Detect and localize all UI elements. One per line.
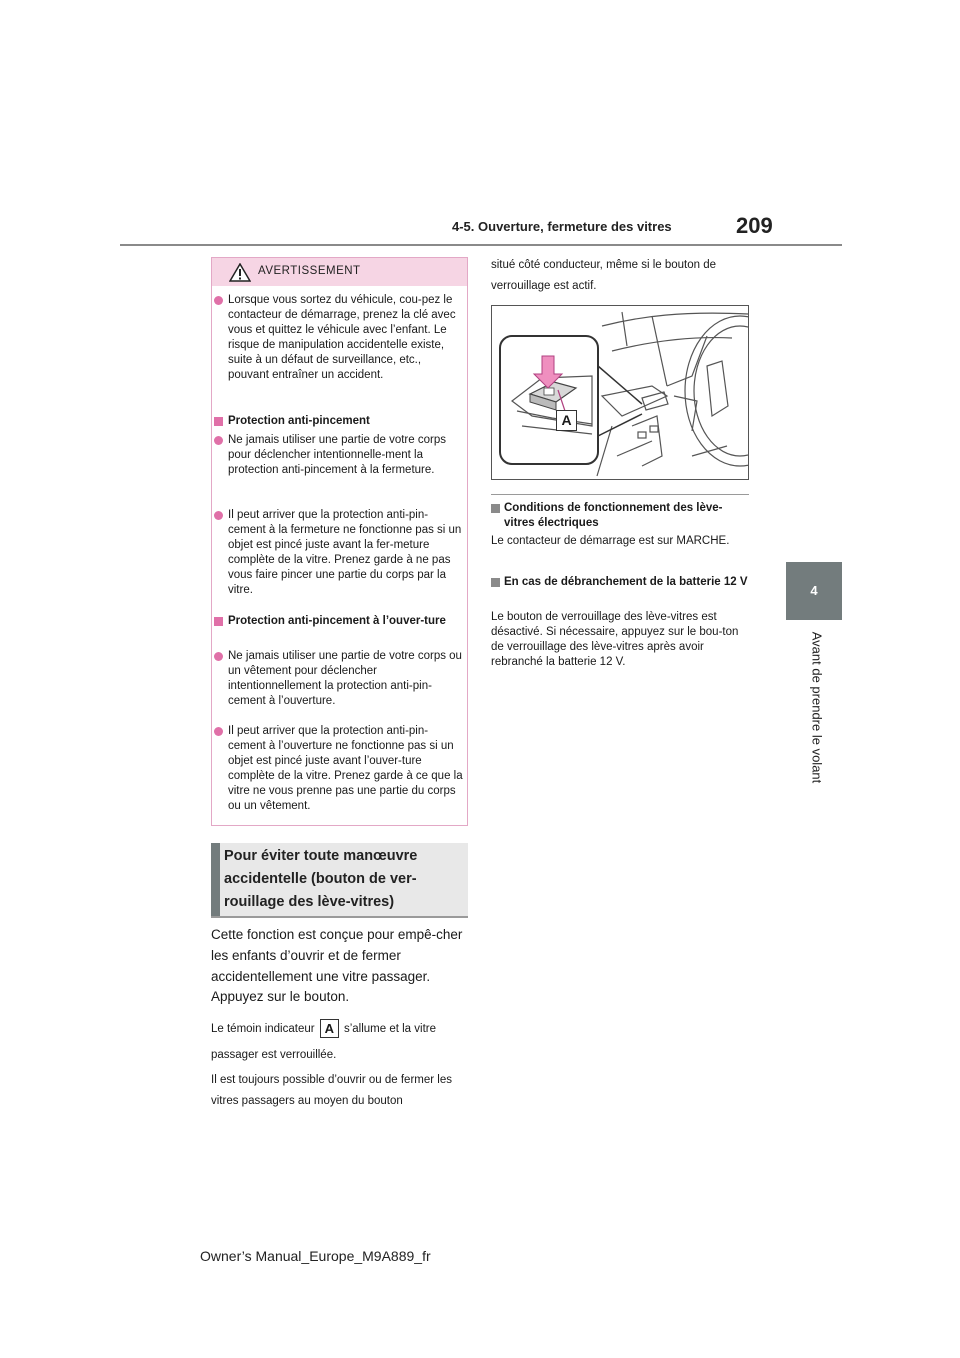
section-heading-box (211, 843, 468, 916)
warning-item-text: Lorsque vous sortez du véhicule, cou-pez le contacteur de démarrage, prenez la clé avec vous et quittez le véhicule avec l’enfant. Le risque de manipulation accidentelle existe, suite à un défaut de surveillance, etc., pouvant entraîner un accident. (228, 294, 456, 381)
warning-subheading (214, 414, 464, 429)
square-bullet-icon (214, 617, 223, 626)
warning-item (214, 649, 464, 709)
warning-triangle-icon (229, 263, 251, 282)
warning-item (214, 508, 464, 598)
warning-item (214, 293, 464, 383)
bullet-icon (214, 727, 223, 736)
section-heading-rule (211, 916, 468, 918)
door-switch-drawing (492, 306, 748, 479)
square-bullet-icon (491, 578, 500, 587)
info-heading (491, 575, 753, 590)
chapter-tab (786, 562, 842, 620)
warning-item-text: Il peut arriver que la protection anti-pin-cement à la fermeture ne fonctionne pas si un objet est pincé juste avant la fer-meture complète de la vitre. Prenez garde à ne pas vous faire pincer une partie du corps par la vitre. (228, 509, 462, 596)
driver-note: Il est toujours possible d’ouvrir ou de fermer les vitres passagers au moyen du bouton (211, 1074, 452, 1107)
warning-subheading-text: Protection anti-pincement à l’ouver-ture (228, 615, 446, 627)
indicator-note-after: s’allume et la vitre passager est verrouillée. (211, 1023, 437, 1061)
warning-header (212, 258, 467, 286)
info-heading-text: En cas de débranchement de la batterie 12 V (504, 576, 748, 588)
page-number: 209 (736, 213, 773, 238)
callout-a-label: A (556, 410, 577, 431)
chapter-number: 4 (810, 583, 818, 598)
warning-item-text: Ne jamais utiliser une partie de votre corps ou un vêtement pour déclencher intentionnellement la protection anti-pin-cement à l’ouverture. (228, 650, 462, 707)
square-bullet-icon (491, 504, 500, 513)
figure-divider (491, 494, 749, 495)
section-title: 4-5. Ouverture, fermeture des vitres (452, 219, 672, 234)
info-heading-text: Conditions de fonctionnement des lève-vitres électriques (504, 502, 723, 529)
section-instruction: Appuyez sur le bouton. (211, 989, 350, 1004)
warning-item (214, 724, 464, 814)
info-text: Le contacteur de démarrage est sur MARCHE. (491, 535, 730, 547)
lock-switch-illustration (491, 305, 749, 480)
bullet-icon (214, 511, 223, 520)
warning-subheading (214, 614, 464, 629)
footer-text: Owner’s Manual_Europe_M9A889_fr (200, 1248, 431, 1264)
section-heading-bar (211, 843, 220, 916)
warning-title: AVERTISSEMENT (258, 265, 361, 277)
bullet-icon (214, 436, 223, 445)
indicator-a-badge: A (320, 1019, 339, 1038)
warning-item-text: Ne jamais utiliser une partie de votre corps pour déclencher intentionnelle-ment la protection anti-pincement à la fermeture. (228, 434, 446, 476)
warning-subheading-text: Protection anti-pincement (228, 415, 370, 427)
warning-item-text: Il peut arriver que la protection anti-pin-cement à l’ouverture ne fonctionne pas si un objet est pincé juste avant l’ouver-ture complète de la vitre. Prenez garde à ce que la vitre ne vous prenne pas une partie du corps ou un vêtement. (228, 725, 463, 812)
indicator-note-before: Le témoin indicateur (211, 1023, 315, 1035)
chapter-title: Avant de prendre le volant (809, 631, 825, 784)
info-text: Le bouton de verrouillage des lève-vitres est désactivé. Si nécessaire, appuyez sur le bou-ton de verrouillage des lève-vitres après avoir rebranché la batterie 12 V. (491, 611, 739, 668)
header-divider (120, 244, 842, 246)
warning-item (214, 433, 464, 478)
square-bullet-icon (214, 417, 223, 426)
bullet-icon (214, 652, 223, 661)
driver-note-continued: situé côté conducteur, même si le bouton de verrouillage est actif. (491, 259, 717, 292)
section-heading: Pour éviter toute manœuvre accidentelle (bouton de ver-rouillage des lève-vitres) (224, 848, 418, 910)
indicator-note (211, 1016, 473, 1068)
info-heading (491, 501, 753, 531)
bullet-icon (214, 296, 223, 305)
section-intro: Cette fonction est conçue pour empê-cher les enfants d’ouvrir et de fermer accidentellement une vitre passager. (211, 927, 463, 984)
